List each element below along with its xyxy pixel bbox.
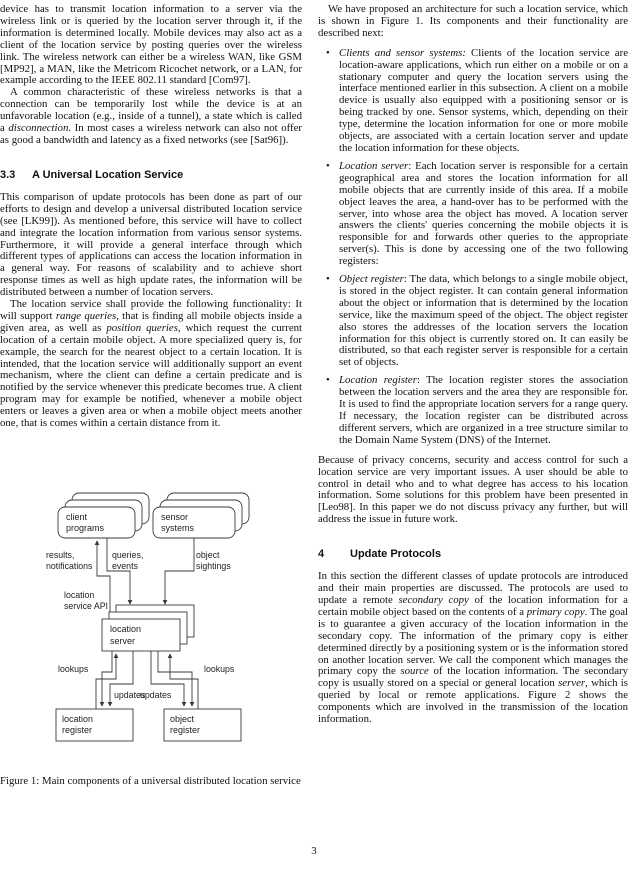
sensor-systems-node [153,493,249,538]
paragraph-functionality: The location service shall provide the following functionality: It will support range queries, that is finding all mobile objects inside a given area, as well as position queries, which request the current location of a certain mobile object. A more specialized query is, for example, the search for the nearest object to a certain location. It is intended, that the location service will additionally support an event mechanism, where the client can define a certain predicate and is notified by the service whenever this predicate becomes true. A client program may for example be notified, whenever a mobile object enters or leaves a given area or when a mobile object meets another one, that is comes within a certain distance from it. [0,298,303,430]
right-column [318,4,628,788]
section-number: 4 [318,548,325,561]
paragraph-universal-service: This comparison of update protocols has been done as part of our efforts to design and develop a universal distributed location service (see [LK99]). As mentioned before, this service will have to collect and integrate the location information from various sensor systems. Furthermore, it will provide a general interface through which different types of applications can access the location information in a general way. For reasons of scalability and to achieve short response times as well as high update rates, the information will be distributed between a number of location servers. [0,190,302,299]
lookups-left-up-arrow [96,654,116,709]
paragraph-disconnection: A common characteristic of these wireless networks is that a connection can be temporarily lost while the device is at an unfavorable location (e.g., inside of a tunnel), a state which is called a disconnection. In most cases a wireless network can also not offer as good a bandwidth and latency as a fixed networks (see [Sat96]). [0,86,303,146]
paragraph-update-protocols: In this section the different classes of update protocols are introduced and their main properties are discussed. The protocols are used to update a remote secondary copy of the location information for a certain mobile object based on the contents of a primary copy. The goal is to guarantee a given accuracy of the location information in the secondary copy. The information of the primary copy is either determined directly by a positioning system or is the information stored on another location server. We call the component which manages the primary copy the source of the location information. The secondary copy is usually stored on a special or general location server, which is queried by local or remote applications. Figure 2 shows the components which are involved in the transmission of the location information. [318,570,628,726]
list-item-location-register: • Location register: The location register stores the association between the location servers and the area they are responsible for. It is used to find the appropriate location servers for a range query. If necessary, the location register can be distributed across different servers, which are organized in a tree structure similar to the Domain Name System (DNS) of the Internet. [326,374,628,446]
svg-text:updates: updates [114,690,146,700]
object-sightings-arrow [165,538,194,604]
list-item-location-server: • Location server: Each location server is responsible for a certain geographical area and stores the location information for all mobile objects that are currently inside of this area. If a mobile object leaves the area, a hand-over has to be performed with the server, into whose area the object has moved. A location server answers the clients' queries concerning the mobile objects it is responsible for and forwards other queries to the appropriate server(s). This is done by accessing one of the two following registers: [326,159,628,268]
svg-text:systems: systems [161,523,195,533]
svg-text:service API: service API [64,601,109,611]
lookups-left-down-arrow [102,651,112,706]
bullet-icon: • [326,273,330,286]
svg-text:register: register [62,725,93,735]
svg-text:client: client [66,512,88,522]
svg-text:object: object [170,714,195,724]
section-heading-4 [318,548,628,561]
section-heading-3-3 [0,169,302,182]
figure-1-caption: Figure 1: Main components of a universal distributed location service [0,774,301,787]
svg-text:notifications: notifications [46,561,93,571]
section-number: 3.3 [0,168,16,181]
svg-text:object: object [196,550,220,560]
list-item-object-register: • Object register: The data, which belongs to a single mobile object, is stored in the object register. It can contain general information about the object or information that is determined by the location service, like the maximum speed of the object. The object register also stores the addresses of the location servers the location information for this object is currently stored on. It can easily be distributed, so that each register server is responsible for a certain set of objects. [326,273,628,369]
svg-text:results,: results, [46,550,75,560]
page-number: 3 [311,845,317,857]
svg-text:location: location [62,714,94,724]
components-list [318,48,628,447]
svg-text:events: events [112,561,138,571]
section-title: Update Protocols [350,548,442,561]
paragraph-architecture-intro: We have proposed an architecture for such a location service, which is shown in Figure 1. Its components and their functionality are described next: [318,3,628,39]
list-item-clients-sensors: • Clients and sensor systems: Clients of the location service are location-aware applications, which run either on a mobile or on a stationary computer and query the location servers using the interface mentioned earlier in this subsection. A client on a mobile device is usually also equipped with a positioning sensor or is being tracked by one. Sensor systems, which, depending on their type, determine the location information for one or more mobile objects, are associated with a certain location server and update the location information for these objects. [326,46,628,154]
figure-1 [0,476,302,788]
bullet-icon: • [326,374,330,387]
svg-text:server: server [110,636,136,646]
client-programs-node [58,493,149,538]
bullet-icon: • [326,46,330,59]
svg-text:sensor: sensor [161,512,189,522]
figure-1-diagram [0,476,302,748]
object-register-node [164,709,241,741]
svg-text:updates: updates [140,690,172,700]
svg-text:lookups: lookups [204,664,235,674]
svg-text:programs: programs [66,523,105,533]
svg-text:location: location [110,624,142,634]
paragraph-privacy: Because of privacy concerns, security and access control for such a location service are very important issues. A user should be able to control in detail who and to what degree has access to his location information. Some solutions for this problem have been presented in [Leo98]. In this paper we do not discuss privacy any further, but will address the issue in future work. [318,453,628,526]
left-column [0,4,302,788]
svg-text:sightings: sightings [196,561,231,571]
location-server-node [102,605,194,651]
paragraph-wireless-link: device has to transmit location information to a server via the wireless link or is queried by the location server through it, if the information is determined locally. Mobile devices may also act as a client of the location service by posting queries over the wireless link. The wireless network can either be a wireless WAN, like GSM [MP92], a MAN, like the Metricom Ricochet network, or a LAN, for example according to the IEEE 802.11 standard [Com97]. [0,3,302,87]
location-register-node [56,709,133,741]
svg-text:register: register [170,725,201,735]
svg-text:lookups: lookups [58,664,89,674]
bullet-icon: • [326,159,330,172]
svg-text:queries,: queries, [112,550,144,560]
section-title: A Universal Location Service [32,168,184,181]
svg-text:location: location [64,590,95,600]
